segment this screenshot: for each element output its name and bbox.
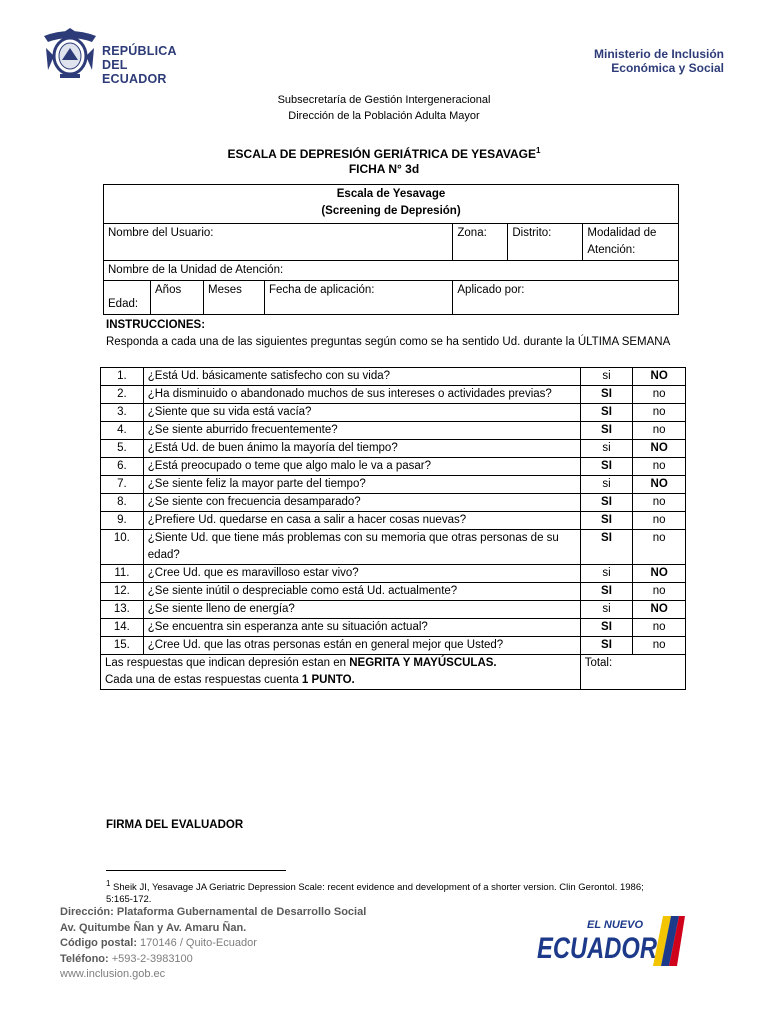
question-row bbox=[101, 386, 686, 404]
question-number: 10. bbox=[101, 530, 144, 565]
contact-info bbox=[60, 905, 366, 983]
answer-option-1[interactable]: SI bbox=[580, 458, 633, 476]
instructions-text: Responda a cada una de las siguientes preguntas según como se ha sentido Ud. durante la ÚLTIMA SEMANA bbox=[106, 336, 671, 348]
contact-address: Av. Quitumbe Ñan y Av. Amaru Ñan. bbox=[60, 921, 247, 934]
answer-option-2[interactable]: NO bbox=[633, 368, 686, 386]
anos-field[interactable]: Años bbox=[151, 281, 204, 315]
answer-option-2[interactable]: NO bbox=[633, 601, 686, 619]
scale-heading-cell bbox=[104, 185, 679, 224]
answer-option-1[interactable]: si bbox=[580, 368, 633, 386]
edad-label: Edad: bbox=[104, 281, 151, 315]
firma-evaluador: FIRMA DEL EVALUADOR bbox=[106, 819, 244, 831]
fecha-field[interactable]: Fecha de aplicación: bbox=[265, 281, 453, 315]
cp-label: Código postal: bbox=[60, 937, 137, 949]
modalidad-line2: Atención: bbox=[587, 244, 636, 256]
question-row bbox=[101, 476, 686, 494]
ministerio-line1: Ministerio de Inclusión bbox=[593, 47, 724, 61]
question-text: ¿Se siente feliz la mayor parte del tiempo? bbox=[143, 476, 580, 494]
title-footnote-ref: 1 bbox=[536, 146, 541, 155]
question-number: 3. bbox=[101, 404, 144, 422]
question-text: ¿Siente Ud. que tiene más problemas con su memoria que otras personas de su edad? bbox=[143, 530, 580, 565]
answer-option-2[interactable]: NO bbox=[633, 476, 686, 494]
summary-line1-text: Las respuestas que indican depresión estan en bbox=[105, 657, 350, 669]
modalidad-line1: Modalidad de bbox=[587, 227, 657, 239]
question-number: 4. bbox=[101, 422, 144, 440]
question-row bbox=[101, 368, 686, 386]
footnote bbox=[106, 878, 666, 906]
ministerio-line2: Económica y Social bbox=[611, 61, 724, 75]
answer-option-1[interactable]: si bbox=[580, 440, 633, 458]
direccion-text: Dirección de la Población Adulta Mayor bbox=[288, 110, 480, 122]
answer-option-1[interactable]: SI bbox=[580, 512, 633, 530]
republica-ecuador-text bbox=[102, 44, 190, 86]
question-text: ¿Siente que su vida está vacía? bbox=[143, 404, 580, 422]
distrito-field[interactable]: Distrito: bbox=[508, 224, 583, 260]
direccion-label: Dirección: bbox=[60, 906, 114, 918]
question-text: ¿Se siente inútil o despreciable como está Ud. actualmente? bbox=[143, 583, 580, 601]
summary-cell bbox=[101, 655, 581, 690]
question-number: 8. bbox=[101, 494, 144, 512]
answer-option-2[interactable]: no bbox=[633, 422, 686, 440]
question-row bbox=[101, 440, 686, 458]
zona-field[interactable]: Zona: bbox=[453, 224, 508, 261]
instructions-heading: INSTRUCCIONES: bbox=[106, 319, 206, 331]
subsecretaria-text: Subsecretaría de Gestión Intergeneracional bbox=[277, 94, 491, 106]
scale-heading: Escala de Yesavage bbox=[336, 188, 446, 200]
answer-option-1[interactable]: si bbox=[580, 601, 633, 619]
direccion-value: Plataforma Gubernamental de Desarrollo Social bbox=[113, 906, 367, 918]
contact-tel bbox=[60, 952, 366, 968]
usuario-field[interactable]: Nombre del Usuario: bbox=[104, 224, 453, 261]
footnote-mark: 1 bbox=[106, 879, 111, 888]
summary-line2 bbox=[105, 672, 576, 689]
question-row bbox=[101, 404, 686, 422]
question-text: ¿Se siente lleno de energía? bbox=[143, 601, 580, 619]
logo-left-line1: REPÚBLICA bbox=[102, 44, 177, 58]
footnote-text: Sheik JI, Yesavage JA Geriatric Depression Scale: recent evidence and development of a shorter version. Clin Gerontol. 1986; 5:165-172. bbox=[106, 882, 644, 906]
meses-field[interactable]: Meses bbox=[204, 281, 265, 315]
question-text: ¿Prefiere Ud. quedarse en casa a salir a hacer cosas nuevas? bbox=[143, 512, 580, 530]
summary-line1-bold: NEGRITA Y MAYÚSCULAS. bbox=[349, 657, 497, 669]
question-text: ¿Se encuentra sin esperanza ante su situación actual? bbox=[143, 619, 580, 637]
ficha-number: FICHA N° 3d bbox=[348, 162, 420, 176]
summary-line1 bbox=[105, 655, 576, 672]
answer-option-2[interactable]: no bbox=[633, 494, 686, 512]
question-number: 1. bbox=[101, 368, 144, 386]
answer-option-1[interactable]: si bbox=[580, 565, 633, 583]
ministerio-logo bbox=[594, 47, 724, 75]
modalidad-field[interactable] bbox=[583, 224, 678, 260]
questions-table bbox=[100, 367, 686, 690]
footnote-divider bbox=[106, 870, 286, 871]
answer-option-1[interactable]: SI bbox=[580, 386, 633, 404]
scale-subheading: (Screening de Depresión) bbox=[321, 205, 461, 217]
answer-option-1[interactable]: si bbox=[580, 476, 633, 494]
question-text: ¿Cree Ud. que es maravilloso estar vivo? bbox=[143, 565, 580, 583]
question-row bbox=[101, 512, 686, 530]
summary-line2-bold: 1 PUNTO. bbox=[301, 674, 355, 686]
answer-option-2[interactable]: no bbox=[633, 458, 686, 476]
unidad-field[interactable]: Nombre de la Unidad de Atención: bbox=[104, 261, 679, 281]
question-number: 14. bbox=[101, 619, 144, 637]
answer-option-2[interactable]: no bbox=[633, 386, 686, 404]
logo-left-line2: DEL ECUADOR bbox=[102, 58, 167, 86]
question-row bbox=[101, 637, 686, 655]
answer-option-1[interactable]: SI bbox=[580, 637, 633, 655]
answer-option-1[interactable]: SI bbox=[580, 619, 633, 637]
question-text: ¿Ha disminuido o abandonado muchos de sus intereses o actividades previas? bbox=[143, 386, 580, 404]
contact-cp bbox=[60, 936, 366, 952]
question-number: 13. bbox=[101, 601, 144, 619]
answer-option-2[interactable]: no bbox=[633, 583, 686, 601]
question-text: ¿Cree Ud. que las otras personas están en general mejor que Usted? bbox=[143, 637, 580, 655]
question-row bbox=[101, 422, 686, 440]
question-number: 5. bbox=[101, 440, 144, 458]
answer-option-2[interactable]: no bbox=[633, 619, 686, 637]
coat-of-arms-icon bbox=[40, 26, 100, 82]
aplicado-field[interactable]: Aplicado por: bbox=[453, 281, 679, 315]
question-row bbox=[101, 494, 686, 512]
contact-web[interactable]: www.inclusion.gob.ec bbox=[60, 968, 166, 980]
question-row bbox=[101, 530, 686, 565]
distrito-modalidad-cell bbox=[508, 224, 679, 261]
question-text: ¿Se siente con frecuencia desamparado? bbox=[143, 494, 580, 512]
summary-line2-text: Cada una de estas respuestas cuenta bbox=[105, 674, 302, 686]
question-row bbox=[101, 583, 686, 601]
question-text: ¿Se siente aburrido frecuentemente? bbox=[143, 422, 580, 440]
answer-option-2[interactable]: no bbox=[633, 530, 686, 565]
tel-label: Teléfono: bbox=[60, 952, 109, 965]
question-row bbox=[101, 565, 686, 583]
el-nuevo-ecuador-logo bbox=[535, 914, 685, 974]
question-row bbox=[101, 458, 686, 476]
answer-option-1[interactable]: SI bbox=[580, 494, 633, 512]
answer-option-1[interactable]: SI bbox=[580, 583, 633, 601]
question-number: 12. bbox=[101, 583, 144, 601]
question-text: ¿Está Ud. básicamente satisfecho con su vida? bbox=[143, 368, 580, 386]
answer-option-2[interactable]: NO bbox=[633, 565, 686, 583]
answer-option-2[interactable]: no bbox=[633, 637, 686, 655]
total-field[interactable]: Total: bbox=[580, 655, 685, 690]
question-number: 9. bbox=[101, 512, 144, 530]
document-title bbox=[0, 143, 768, 162]
user-info-table bbox=[103, 184, 679, 315]
question-number: 7. bbox=[101, 476, 144, 494]
logo-el-nuevo: EL NUEVO bbox=[587, 919, 644, 931]
question-number: 6. bbox=[101, 458, 144, 476]
answer-option-1[interactable]: SI bbox=[580, 422, 633, 440]
question-number: 11. bbox=[101, 565, 144, 583]
instructions bbox=[106, 317, 676, 351]
logo-ecuador: ECUADOR bbox=[537, 932, 658, 965]
tel-value: +593-2-3983100 bbox=[108, 952, 193, 965]
question-row bbox=[101, 619, 686, 637]
question-row bbox=[101, 601, 686, 619]
cp-value: 170146 / Quito-Ecuador bbox=[137, 937, 257, 949]
question-number: 15. bbox=[101, 637, 144, 655]
title-line1: ESCALA DE DEPRESIÓN GERIÁTRICA DE YESAVAGE bbox=[227, 147, 537, 161]
answer-option-1[interactable]: SI bbox=[580, 530, 633, 565]
answer-option-2[interactable]: no bbox=[633, 404, 686, 422]
answer-option-2[interactable]: NO bbox=[633, 440, 686, 458]
contact-direccion bbox=[60, 905, 366, 921]
answer-option-1[interactable]: SI bbox=[580, 404, 633, 422]
republica-ecuador-logo bbox=[40, 26, 190, 86]
question-text: ¿Está Ud. de buen ánimo la mayoría del tiempo? bbox=[143, 440, 580, 458]
answer-option-2[interactable]: no bbox=[633, 512, 686, 530]
question-number: 2. bbox=[101, 386, 144, 404]
question-text: ¿Está preocupado o teme que algo malo le va a pasar? bbox=[143, 458, 580, 476]
